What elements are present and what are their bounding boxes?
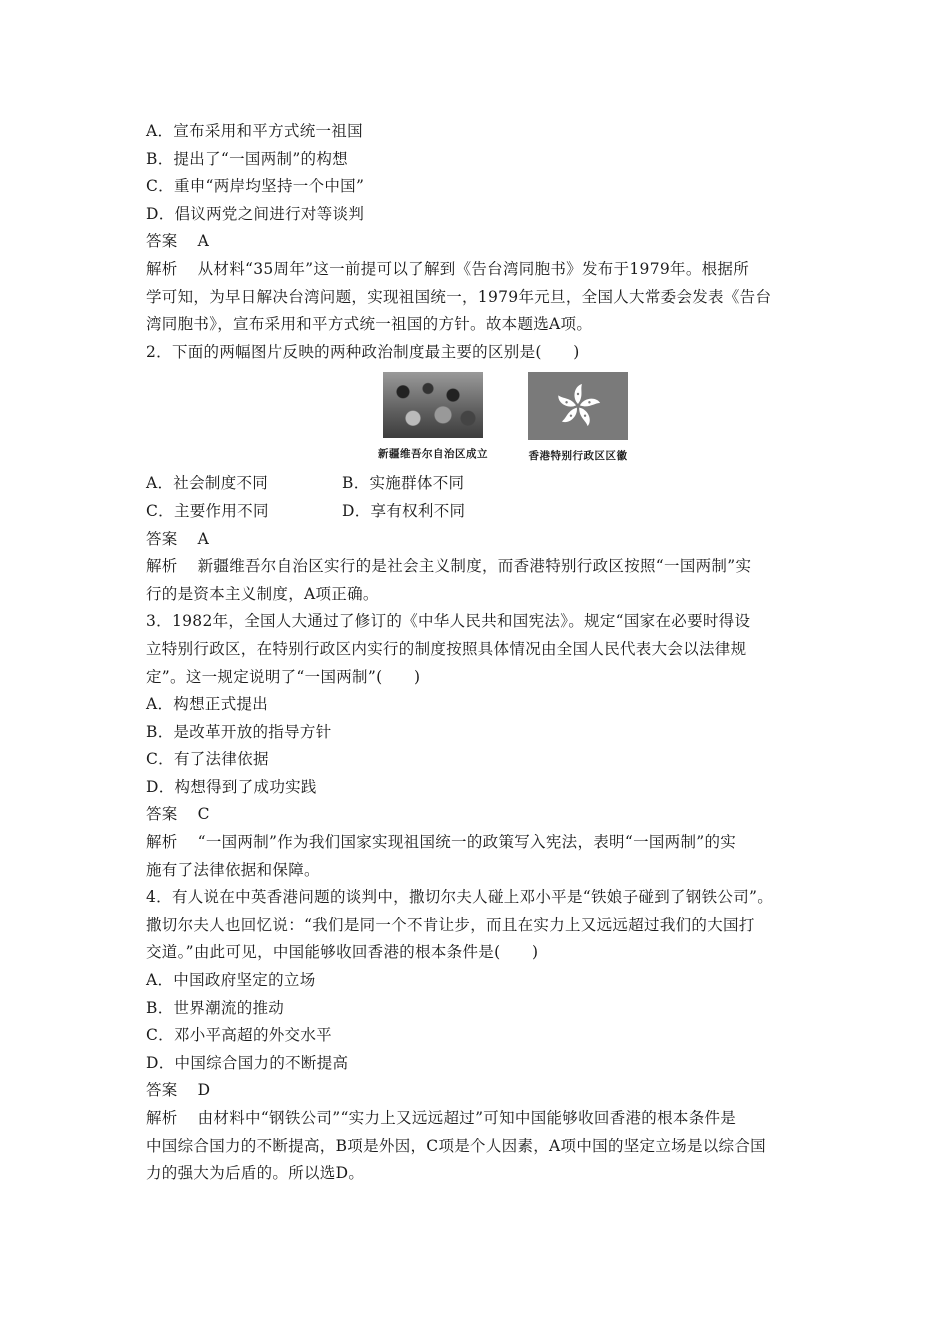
option-d: D．中国综合国力的不断提高 [146, 1053, 349, 1072]
question-stem: 撒切尔夫人也回忆说：“我们是同一个不肯让步，而且在实力上又远远超过我们的大国打 [146, 915, 755, 934]
option-a: A．宣布采用和平方式统一祖国 [146, 122, 363, 140]
option-d: D．享有权利不同 [342, 501, 466, 520]
option-d: D．构想得到了成功实践 [146, 777, 317, 796]
option-c: C．重申“两岸均坚持一个中国” [146, 177, 365, 196]
analysis-label: 解析 [146, 557, 178, 576]
option-a: A．社会制度不同 [146, 474, 269, 493]
crowd-photo [383, 372, 483, 438]
document-page [146, 118, 816, 1188]
figure-left [378, 372, 488, 470]
answer-value: C [197, 805, 210, 824]
answer-line [146, 228, 816, 256]
options-row [146, 498, 816, 526]
analysis-text: 学可知，为早日解决台湾问题，实现祖国统一，1979年元旦，全国人大常委会发表《告台 [146, 287, 772, 306]
question-stem: 定”。这一规定说明了“一国两制”( ) [146, 667, 421, 686]
analysis-text: 中国综合国力的不断提高，B项是外因，C项是个人因素，A项中国的坚定立场是以综合国 [146, 1136, 766, 1155]
analysis-text: “一国两制”作为我们国家实现祖国统一的政策写入宪法，表明“一国两制”的实 [197, 833, 737, 852]
option-b: B．是改革开放的指导方针 [146, 722, 332, 741]
question-4 [146, 884, 816, 1188]
analysis-text: 施有了法律依据和保障。 [146, 860, 320, 879]
question-2 [146, 339, 816, 609]
answer-label: 答案 [146, 232, 178, 251]
answer-value: D [197, 1081, 211, 1100]
bauhinia-flower-icon [552, 380, 604, 432]
answer-label: 答案 [146, 805, 178, 824]
question-stem: 立特别行政区，在特别行政区内实行的制度按照具体情况由全国人民代表大会以法律规 [146, 639, 747, 658]
answer-line [146, 1077, 816, 1105]
analysis-text: 力的强大为后盾的。所以选D。 [146, 1164, 365, 1183]
option-c: C．邓小平高超的外交水平 [146, 1026, 332, 1045]
question-figure [190, 372, 816, 470]
analysis-text: 湾同胞书》，宣布采用和平方式统一祖国的方针。故本题选A项。 [146, 315, 593, 334]
option-c: C．主要作用不同 [146, 501, 269, 520]
answer-label: 答案 [146, 1081, 178, 1100]
answer-line [146, 801, 816, 829]
option-b: B．实施群体不同 [342, 474, 465, 493]
option-a: A．构想正式提出 [146, 695, 269, 714]
analysis-line [146, 829, 816, 857]
analysis-text: 由材料中“钢铁公司”“实力上又远远超过”可知中国能够收回香港的根本条件是 [197, 1109, 737, 1127]
question-stem: 4．有人说在中英香港问题的谈判中，撒切尔夫人碰上邓小平是“铁娘子碰到了钢铁公司”。 [146, 888, 774, 907]
analysis-line [146, 553, 816, 581]
option-c: C．有了法律依据 [146, 750, 269, 769]
figure-caption: 新疆维吾尔自治区成立 [378, 448, 488, 461]
question-stem: 交道。”由此可见，中国能够收回香港的根本条件是( ) [146, 943, 539, 962]
question-1 [146, 118, 816, 339]
option-d: D．倡议两党之间进行对等谈判 [146, 204, 365, 223]
options-row [146, 470, 816, 498]
analysis-label: 解析 [146, 259, 178, 278]
bauhinia-emblem [528, 372, 628, 440]
question-stem: 3．1982年，全国人大通过了修订的《中华人民共和国宪法》。规定“国家在必要时得设 [146, 612, 751, 631]
answer-label: 答案 [146, 529, 178, 548]
question-stem: 2．下面的两幅图片反映的两种政治制度最主要的区别是( ) [146, 342, 580, 361]
analysis-text: 新疆维吾尔自治区实行的是社会主义制度，而香港特别行政区按照“一国两制”实 [197, 557, 752, 576]
figure-right [528, 372, 628, 470]
analysis-text: 行的是资本主义制度，A项正确。 [146, 584, 379, 603]
option-b: B．世界潮流的推动 [146, 998, 285, 1017]
answer-line [146, 526, 816, 554]
analysis-text: 从材料“35周年”这一前提可以了解到《告台湾同胞书》发布于1979年。根据所 [197, 259, 750, 278]
answer-value: A [197, 529, 210, 548]
question-3 [146, 608, 816, 884]
analysis-line [146, 256, 816, 284]
answer-value: A [197, 232, 210, 251]
analysis-line [146, 1105, 816, 1133]
option-b: B．提出了“一国两制”的构想 [146, 149, 348, 168]
option-a: A．中国政府坚定的立场 [146, 971, 316, 990]
figure-caption: 香港特别行政区区徽 [528, 450, 628, 463]
analysis-label: 解析 [146, 1109, 178, 1127]
analysis-label: 解析 [146, 833, 178, 852]
